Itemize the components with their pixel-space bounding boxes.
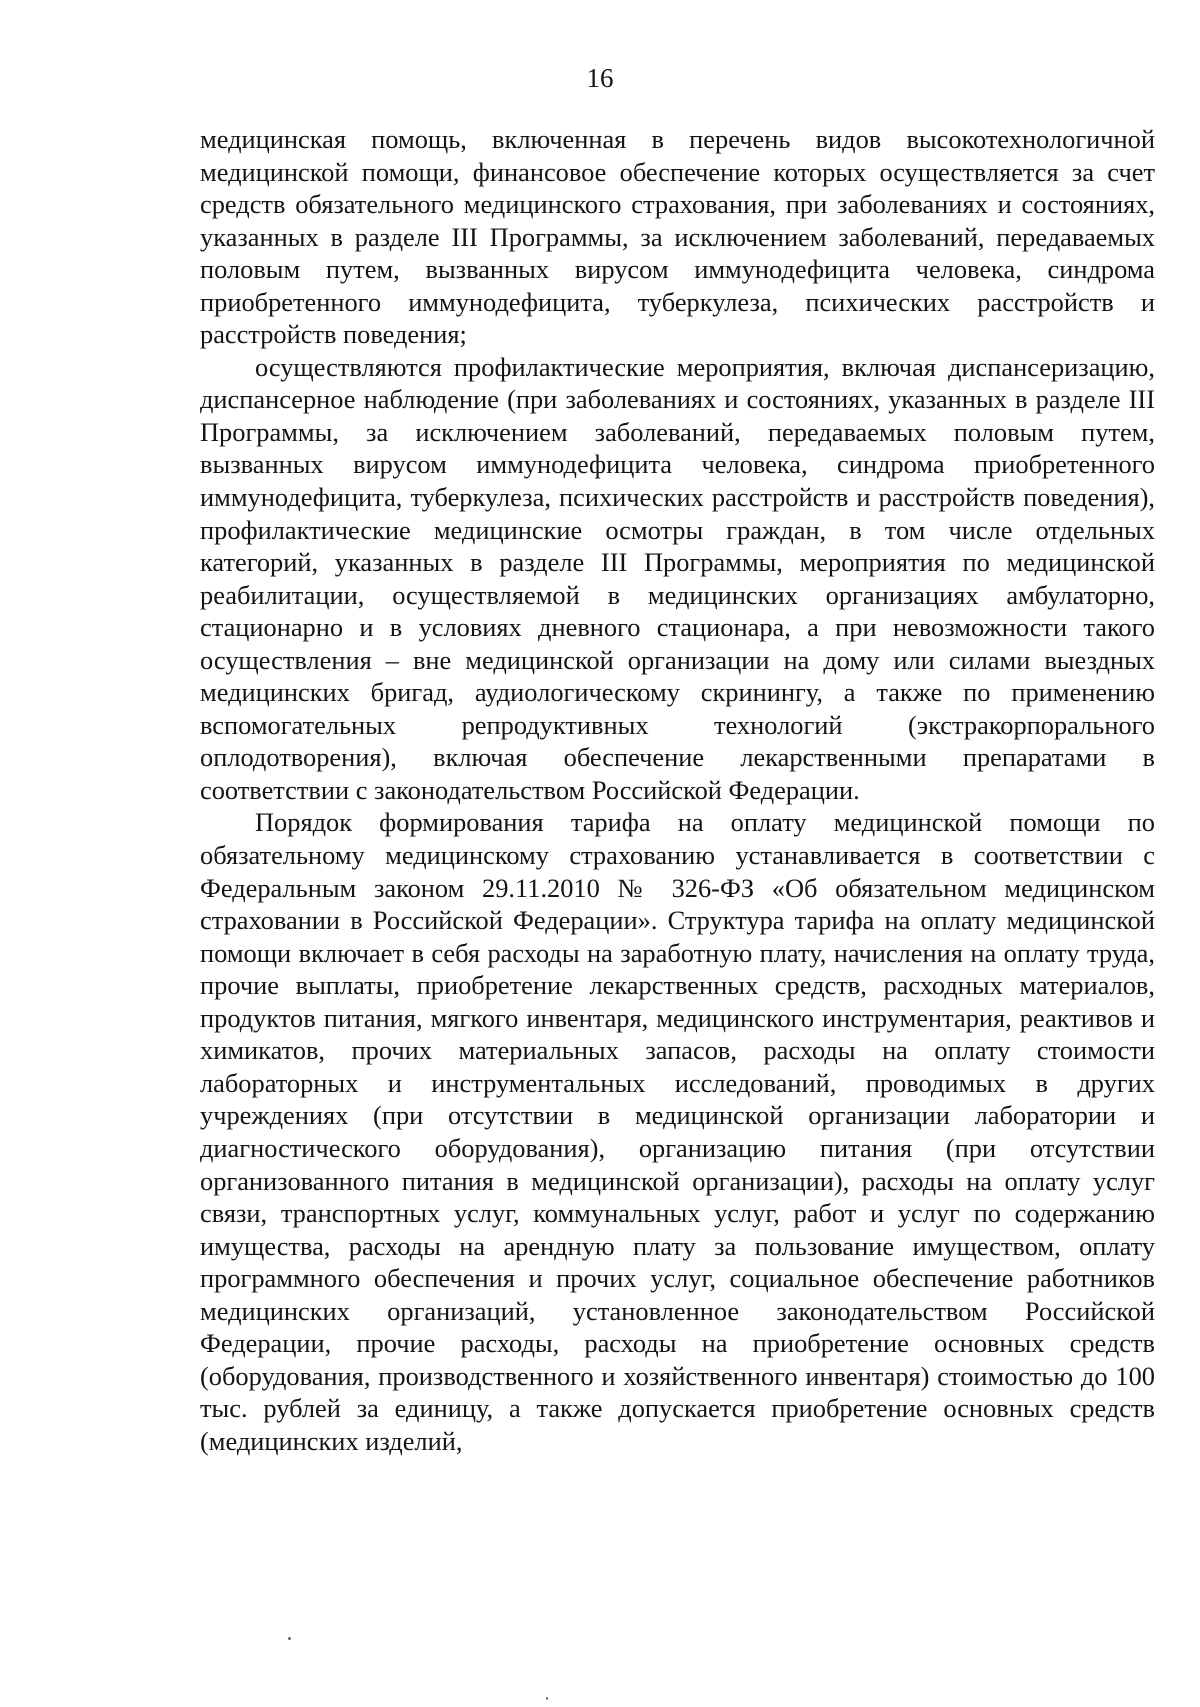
paragraph-tariff-procedure: Порядок формирования тарифа на оплату медицинской помощи по обязательному медицинскому страхованию устанавливается в соответствии с Федеральным законом 29.11.2010 № 326-ФЗ «Об обязательном медицинском страховании в Российской Федерации». Структура тарифа на оплату медицинской помощи включает в себя расходы на заработную плату, начисления на оплату труда, прочие выплаты, приобретение лекарственных средств, расходных материалов, продуктов питания, мягкого инвентаря, медицинского инструментария, реактивов и химикатов, прочих материальных запасов, расходы на оплату стоимости лабораторных и инструментальных исследований, проводимых в других учреждениях (при отсутствии в медицинской организации лаборатории и диагностического оборудования), организацию питания (при отсутствии организованного питания в медицинской организации), расходы на оплату услуг связи, транспортных услуг, коммунальных услуг, работ и услуг по содержанию имущества, расходы на арендную плату за пользование имуществом, оплату программного обеспечения и прочих услуг, социальное обеспечение работников медицинских организаций, установленное законодательством Российской Федерации, прочие расходы, расходы на приобретение основных средств (оборудования, производственного и хозяйственного инвентаря) стоимостью до 100 тыс. рублей за единицу, а также допускается приобретение основных средств (медицинских изделий,	[200, 807, 1155, 1456]
paragraph-continuation: медицинская помощь, включенная в перечень видов высокотехнологичной медицинской помощи, финансовое обеспечение которых осуществляется за счет средств обязательного медицинского страхования, при заболеваниях и состояниях, указанных в разделе III Программы, за исключением заболеваний, передаваемых половым путем, вызванных вирусом иммунодефицита человека, синдрома приобретенного иммунодефицита, туберкулеза, психических расстройств и расстройств поведения;	[200, 124, 1155, 350]
scan-speck	[288, 1637, 291, 1640]
page-number: 16	[586, 63, 614, 93]
document-body	[200, 123, 1155, 1457]
scan-speck	[546, 1697, 548, 1700]
paragraph-preventive-measures: осуществляются профилактические мероприятия, включая диспансеризацию, диспансерное наблюдение (при заболеваниях и состояниях, указанных в разделе III Программы, за исключением заболеваний, передаваемых половым путем, вызванных вирусом иммунодефицита человека, синдрома приобретенного иммунодефицита, туберкулеза, психических расстройств и расстройств поведения), профилактические медицинские осмотры граждан, в том числе отдельных категорий, указанных в разделе III Программы, мероприятия по медицинской реабилитации, осуществляемой в медицинских организациях амбулаторно, стационарно и в условиях дневного стационара, а при невозможности такого осуществления – вне медицинской организации на дому или силами выездных медицинских бригад, аудиологическому скринингу, а также по применению вспомогательных репродуктивных технологий (экстракорпорального оплодотворения), включая обеспечение лекарственными препаратами в соответствии с законодательством Российской Федерации.	[200, 351, 1155, 805]
